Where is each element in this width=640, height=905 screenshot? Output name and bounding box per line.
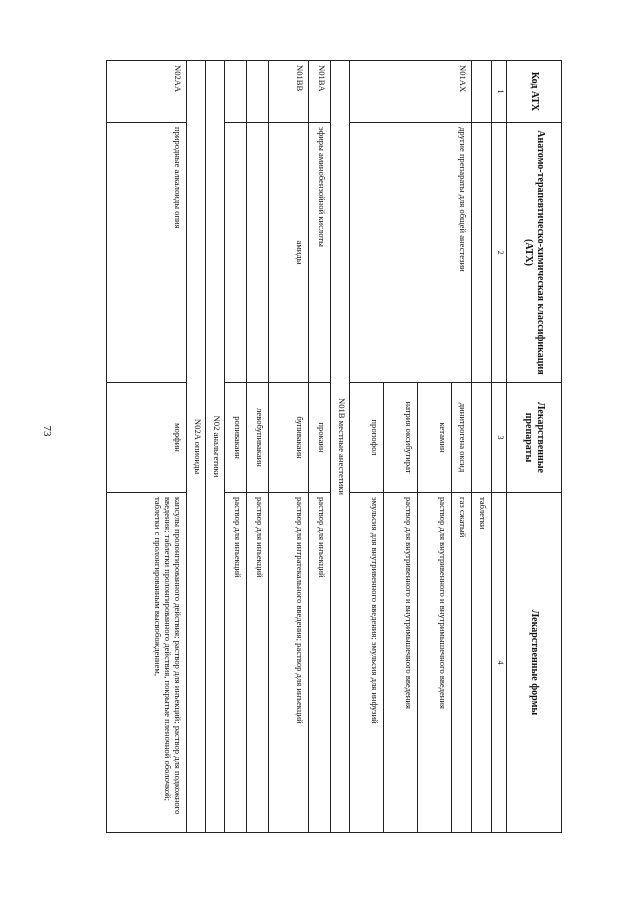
atc-classification-cell: амиды xyxy=(269,123,309,383)
table-row xyxy=(269,61,309,833)
column-number: 2 xyxy=(492,123,507,383)
header-atc-classification: Анатомо-терапевтическо-химическая классификация (АТХ) xyxy=(507,123,562,383)
dosage-form-cell: раствор для инъекций xyxy=(225,493,247,833)
atc-code-cell xyxy=(472,61,492,123)
atc-code-cell xyxy=(247,61,269,123)
table-row xyxy=(107,61,187,833)
atc-classification-cell: другие препараты для общей анестезии xyxy=(350,123,472,383)
drug-cell xyxy=(472,383,492,493)
drug-cell: бупивакаин xyxy=(269,383,309,493)
section-row xyxy=(331,61,350,833)
table-row xyxy=(452,61,472,833)
column-number: 4 xyxy=(492,493,507,833)
atc-classification-cell xyxy=(472,123,492,383)
section-heading: N02 анальгетики xyxy=(206,61,225,833)
drug-cell: натрия оксибутират xyxy=(384,383,418,493)
section-row xyxy=(206,61,225,833)
atc-code-cell xyxy=(225,61,247,123)
dosage-form-cell: газ сжатый xyxy=(452,493,472,833)
dosage-form-cell: раствор для инъекций xyxy=(247,493,269,833)
dosage-form-cell: раствор для инъекций xyxy=(309,493,331,833)
atc-classification-cell xyxy=(225,123,247,383)
dosage-form-cell: капсулы пролонгированного действия; раствор для инъекций; раствор для подкожного введения; таблетки пролонгированного действия, покрытые пленочной оболочкой; таблетки с пролонгированным высвобождением, xyxy=(107,493,187,833)
atc-code-cell: N01BB xyxy=(269,61,309,123)
dosage-form-cell: раствор для интратекального введения; раствор для инъекций xyxy=(269,493,309,833)
table-row xyxy=(247,61,269,833)
atc-classification-cell xyxy=(247,123,269,383)
page-number: 73 xyxy=(41,425,53,437)
dosage-form-cell: раствор для внутривенного и внутримышечного введения xyxy=(418,493,452,833)
drug-cell: ропивакаин xyxy=(225,383,247,493)
header-dosage-forms: Лекарственные формы xyxy=(507,493,562,833)
drug-cell: прокаин xyxy=(309,383,331,493)
table-row xyxy=(309,61,331,833)
header-drugs: Лекарственные препараты xyxy=(507,383,562,493)
section-heading: N02A опиоиды xyxy=(187,61,206,833)
table-row xyxy=(225,61,247,833)
atc-code-cell: N02AA xyxy=(107,61,187,123)
section-heading: N01B местные анестетики xyxy=(331,61,350,833)
atc-table-page xyxy=(72,60,562,832)
dosage-form-cell: раствор для внутривенного и внутримышечного введения xyxy=(384,493,418,833)
drug-cell: морфин xyxy=(107,383,187,493)
atc-drug-table xyxy=(106,60,562,833)
table-row xyxy=(472,61,492,833)
drug-cell: динитрогена оксид xyxy=(452,383,472,493)
atc-classification-cell: природные алкалоиды опия xyxy=(107,123,187,383)
header-atc-code: Код АТХ xyxy=(507,61,562,123)
dosage-form-cell: таблетки xyxy=(472,493,492,833)
drug-cell: кетамин xyxy=(418,383,452,493)
section-row xyxy=(187,61,206,833)
drug-cell: пропофол xyxy=(350,383,384,493)
column-number: 3 xyxy=(492,383,507,493)
atc-code-cell: N01BA xyxy=(309,61,331,123)
drug-cell: левобупивакаин xyxy=(247,383,269,493)
dosage-form-cell: эмульсия для внутривенного введения; эмульсия для инфузий xyxy=(350,493,384,833)
column-number-row xyxy=(492,61,507,833)
header-row xyxy=(507,61,562,833)
atc-classification-cell: эфиры аминобензойной кислоты xyxy=(309,123,331,383)
atc-code-cell: N01AX xyxy=(350,61,472,123)
column-number: 1 xyxy=(492,61,507,123)
